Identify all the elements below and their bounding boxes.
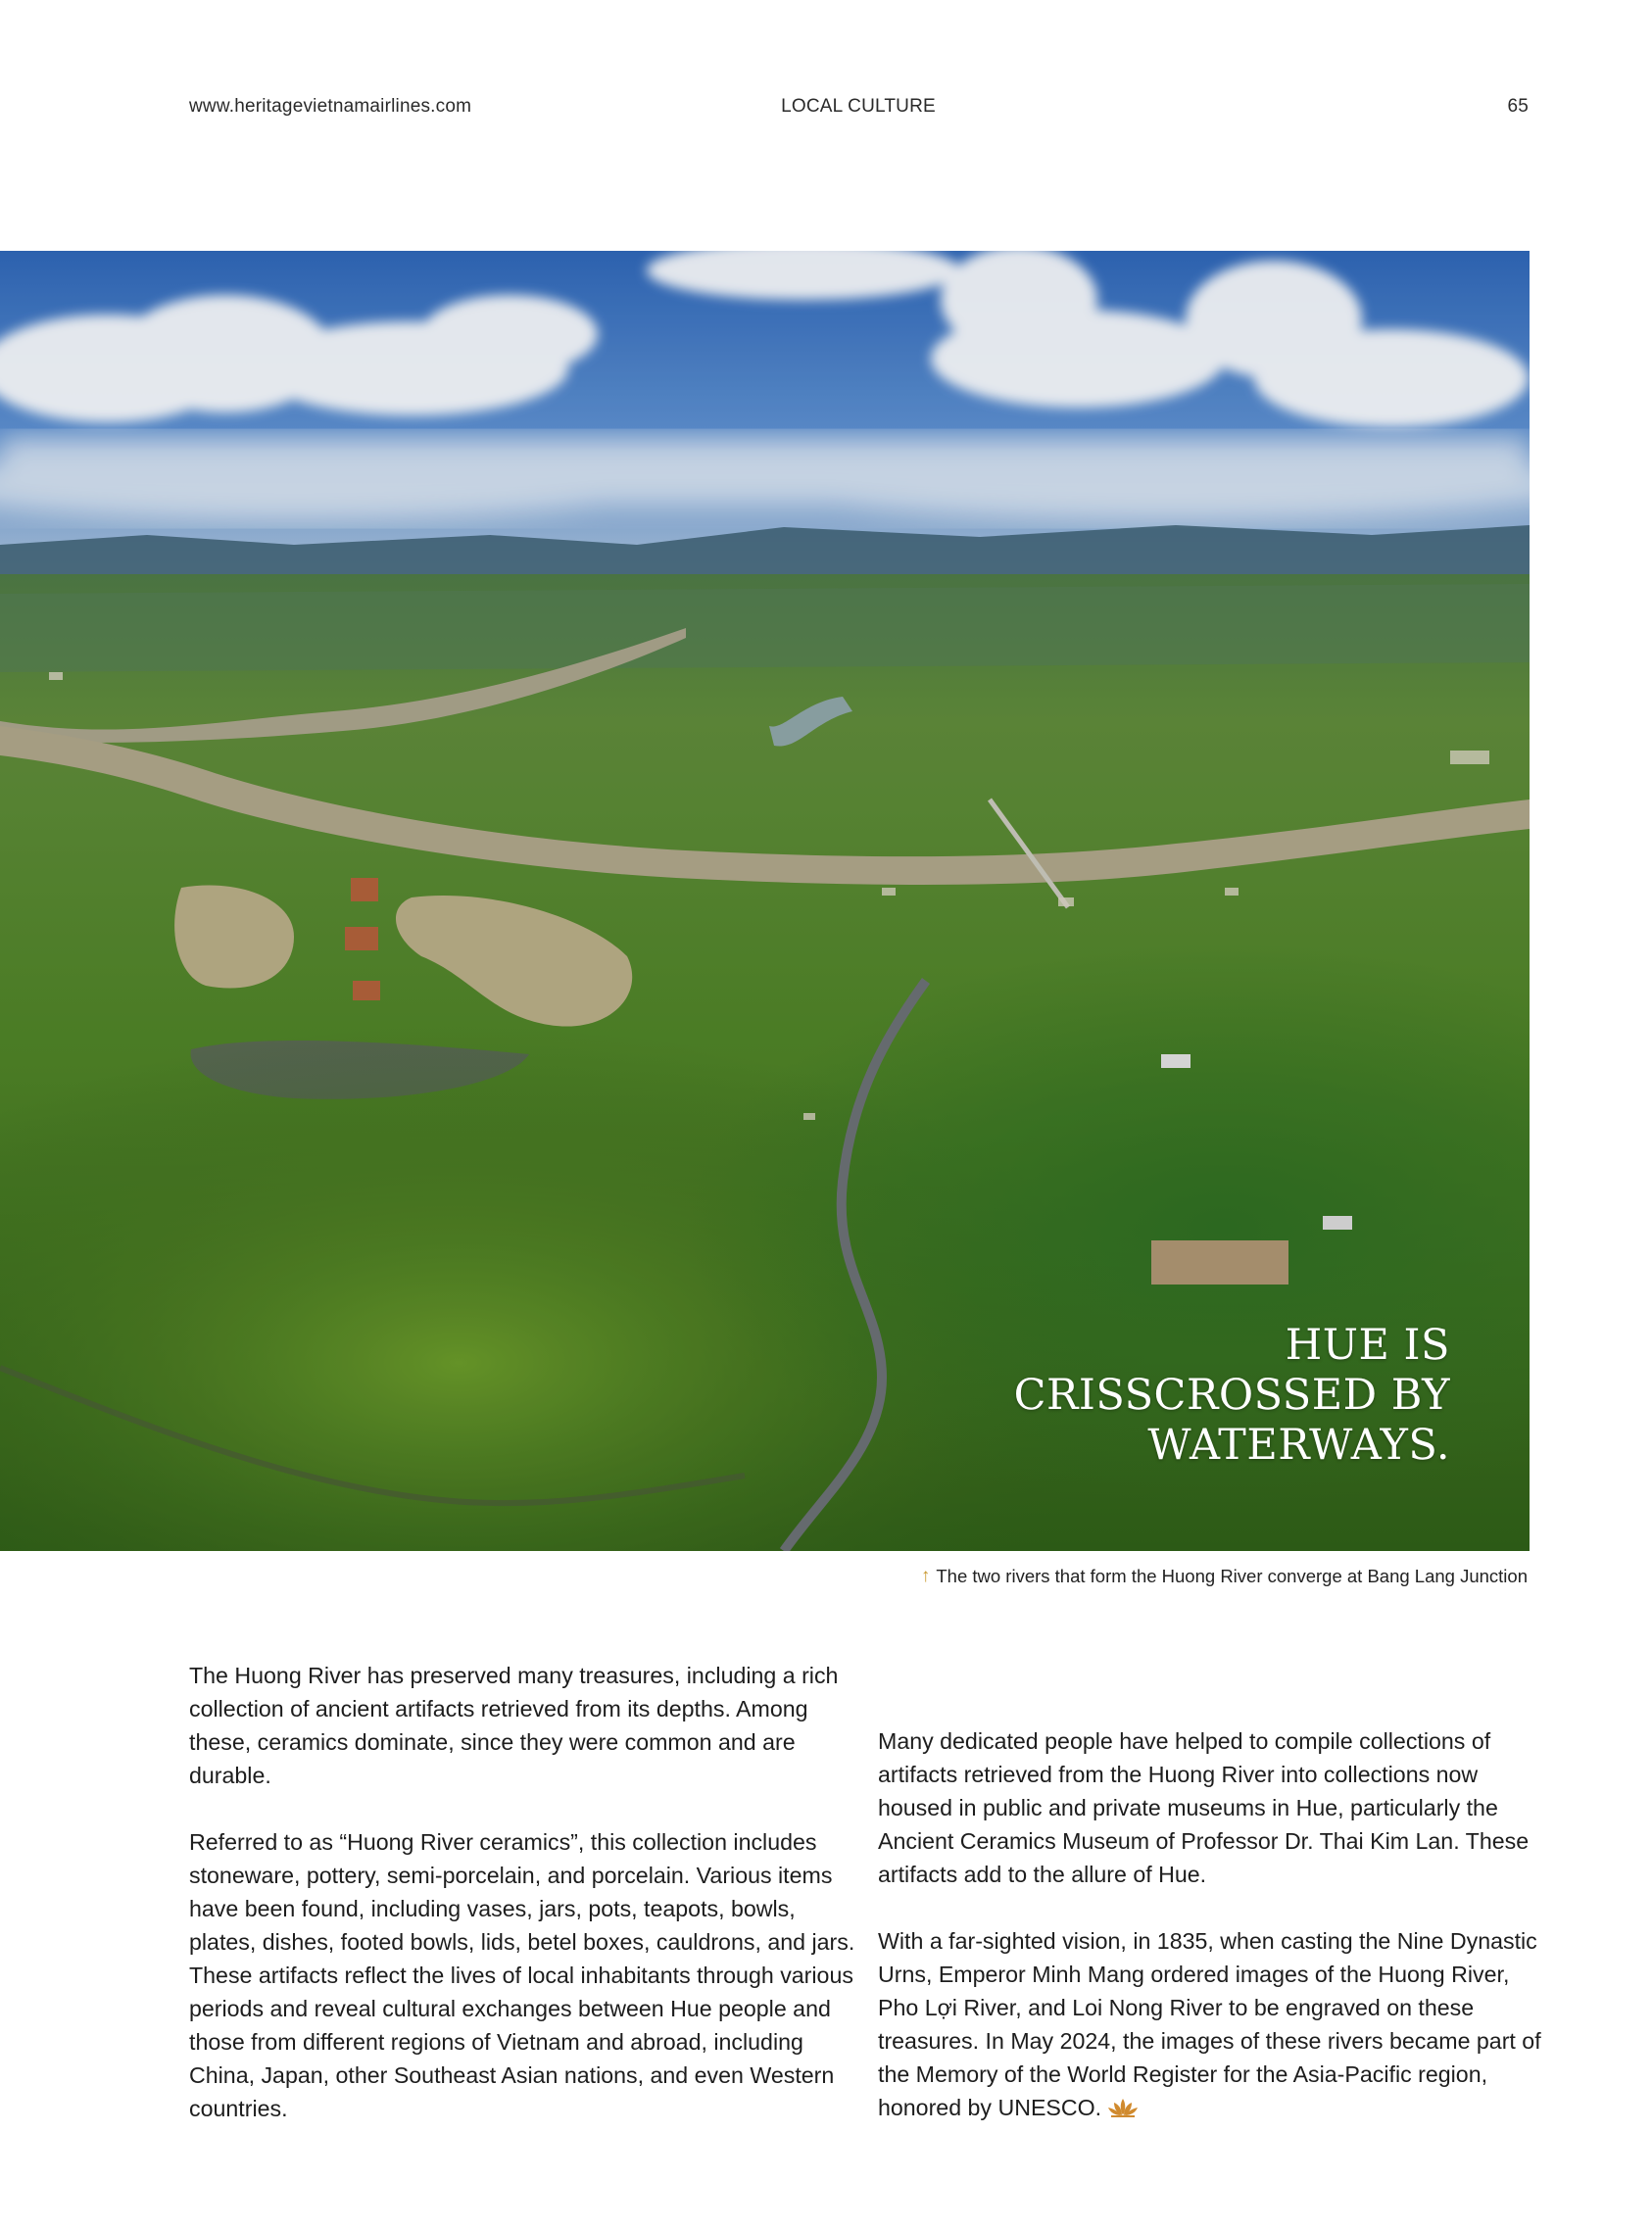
pull-quote bbox=[843, 1321, 1450, 1471]
paragraph-last bbox=[878, 1924, 1544, 2127]
aerial-river-photo bbox=[0, 251, 1530, 1551]
article-left-column bbox=[189, 1659, 855, 2158]
paragraph-text: With a far-sighted vision, in 1835, when casting the Nine Dynastic Urns, Emperor Minh Mang ordered images of the Huong River, Pho Lợi River, and Loi Nong River to be engraved on these treasures. In May 2024, the images of these rivers became part of the Memory of the World Register for the Asia-Pacific region, honored by UNESCO. bbox=[878, 1928, 1541, 2120]
caption-text: The two rivers that form the Huong River converge at Bang Lang Junction bbox=[936, 1566, 1528, 1586]
paragraph: Many dedicated people have helped to compile collections of artifacts retrieved from the Huong River into collections now housed in public and private museums in Hue, particularly the Ancient Ceramics Museum of Professor Dr. Thai Kim Lan. These artifacts add to the allure of Hue. bbox=[878, 1728, 1530, 1887]
paragraph: Referred to as “Huong River ceramics”, this collection includes stoneware, pottery, semi-porcelain, and porcelain. Various items have been found, including vases, jars, pots, teapots, bowls, plates, dishes, footed bowls, lids, betel boxes, cauldrons, and jars. These artifacts reflect the lives of local inhabitants through various periods and reveal cultural exchanges between Hue people and those from different regions of Vietnam and abroad, including China, Japan, other Southeast Asian nations, and even Western countries. bbox=[189, 1829, 855, 2121]
pull-quote-line-2: CRISSCROSSED BY bbox=[1013, 1371, 1450, 1420]
pull-quote-line-3: WATERWAYS. bbox=[1147, 1421, 1450, 1470]
paragraph: The Huong River has preserved many treasures, including a rich collection of ancient artifacts retrieved from its depths. Among these, ceramics dominate, since they were common and are durable. bbox=[189, 1663, 839, 1788]
section-title: LOCAL CULTURE bbox=[781, 96, 936, 117]
website-url: www.heritagevietnamairlines.com bbox=[189, 96, 472, 117]
article-right-column bbox=[878, 1724, 1544, 2160]
up-arrow-icon: ↑ bbox=[920, 1566, 931, 1586]
page-number: 65 bbox=[1507, 96, 1529, 117]
pull-quote-line-1: HUE IS bbox=[1285, 1321, 1450, 1370]
photo-caption bbox=[921, 1566, 1528, 1587]
lotus-icon bbox=[1107, 2094, 1139, 2127]
